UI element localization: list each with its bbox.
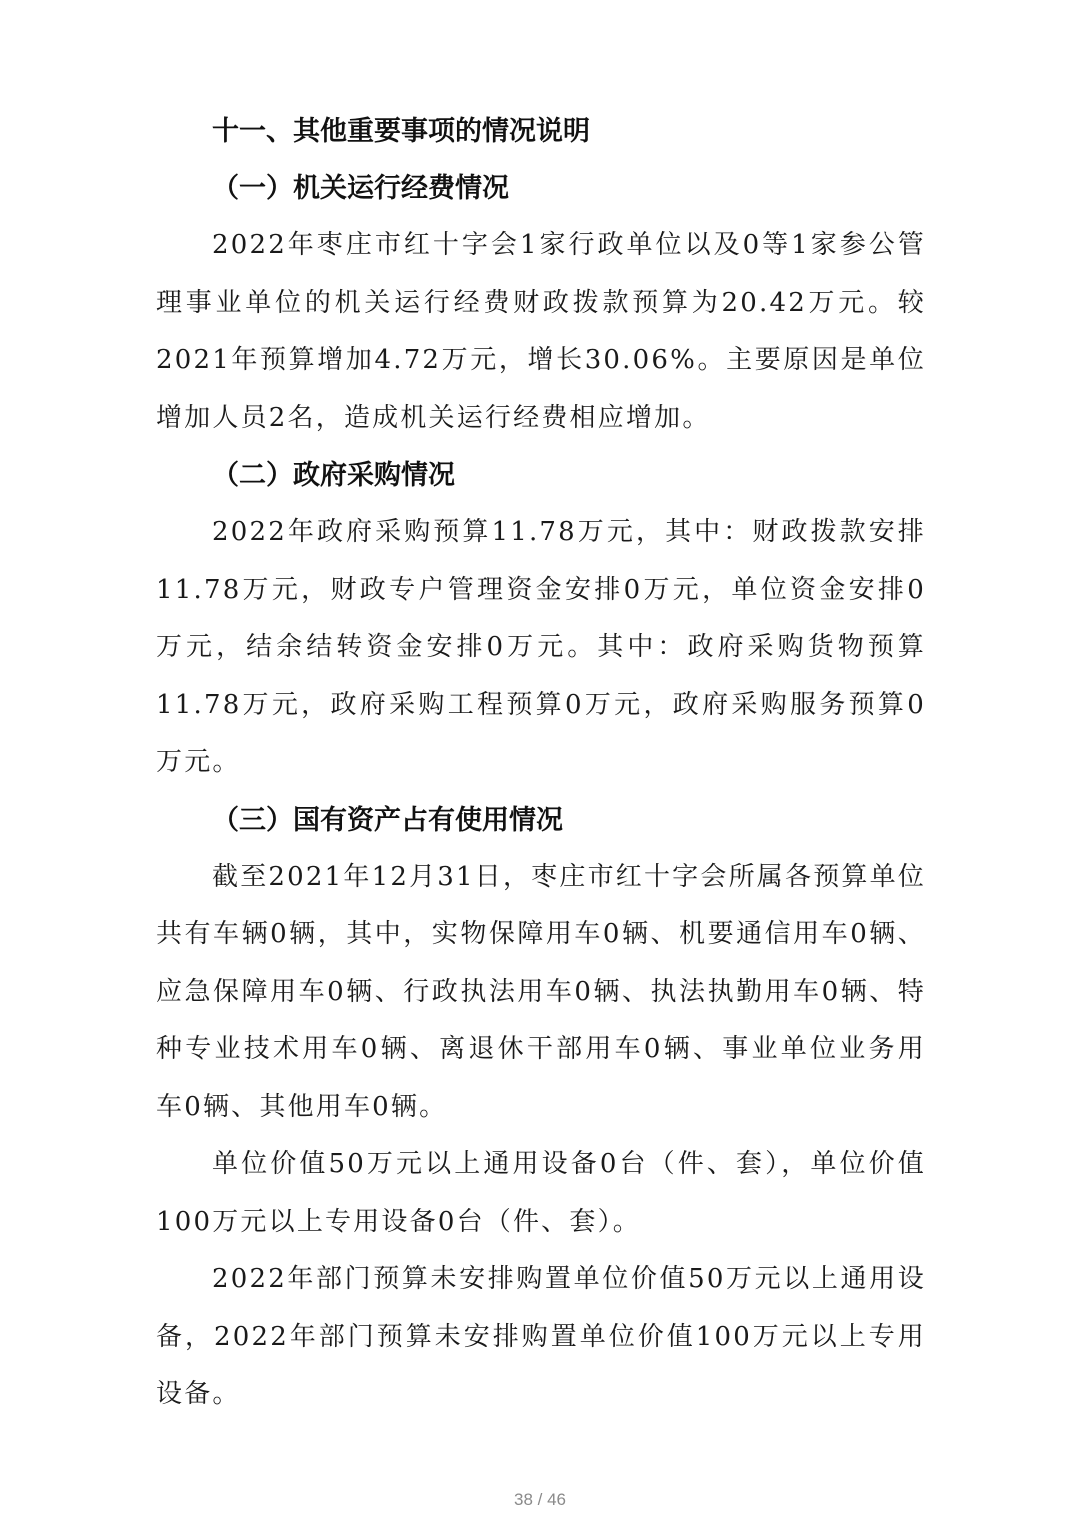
subsection-heading-operating-expenses: （一）机关运行经费情况	[212, 173, 509, 204]
section-heading-main: 十一、其他重要事项的情况说明	[212, 116, 590, 147]
paragraph-vehicles: 截至2021年12月31日，枣庄市红十字会所属各预算单位共有车辆0辆，其中，实物保障用车0辆、机要通信用车0辆、应急保障用车0辆、行政执法用车0辆、执法执勤用车0辆、特种专业技术用车0辆、离退休干部用车0辆、事业单位业务用车0辆、其他用车0辆。	[156, 861, 926, 1122]
document-body	[156, 104, 926, 1424]
page-number: 38 / 46	[514, 1490, 566, 1509]
subsection-heading-government-procurement: （二）政府采购情况	[212, 460, 455, 491]
paragraph-equipment: 单位价值50万元以上通用设备0台（件、套），单位价值100万元以上专用设备0台（件、套）。	[156, 1149, 926, 1237]
paragraph-government-procurement: 2022年政府采购预算11.78万元，其中：财政拨款安排11.78万元，财政专户管理资金安排0万元，单位资金安排0万元，结余结转资金安排0万元。其中：政府采购货物预算11.78万元，政府采购工程预算0万元，政府采购服务预算0万元。	[156, 517, 926, 777]
paragraph-purchase-plan: 2022年部门预算未安排购置单位价值50万元以上通用设备，2022年部门预算未安排购置单位价值100万元以上专用设备。	[156, 1264, 926, 1409]
paragraph-operating-expenses: 2022年枣庄市红十字会1家行政单位以及0等1家参公管理事业单位的机关运行经费财政拨款预算为20.42万元。较2021年预算增加4.72万元，增长30.06%。主要原因是单位增加人员2名，造成机关运行经费相应增加。	[156, 230, 926, 433]
subsection-heading-state-assets: （三）国有资产占有使用情况	[212, 804, 563, 836]
